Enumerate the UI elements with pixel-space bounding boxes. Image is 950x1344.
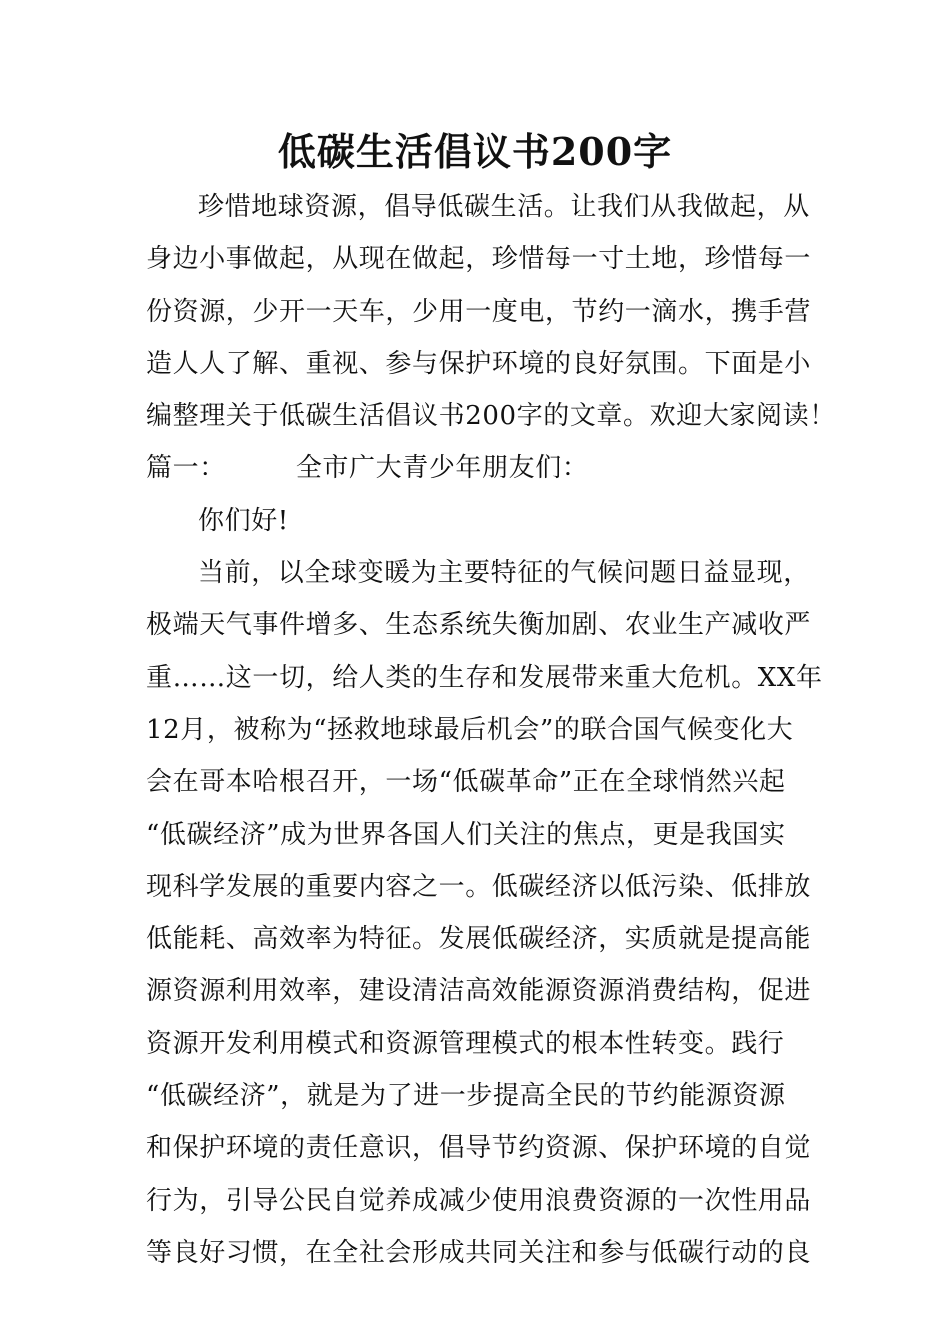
document-body [146,181,836,1279]
section-label: 篇一： [146,453,226,484]
body-line: 会在哥本哈根召开，一场“低碳革命”正在全球悄然兴起 [146,767,786,798]
intro-line: 造人人了解、重视、参与保护环境的良好氛围。下面是小 [146,348,812,379]
body-line: 低能耗、高效率为特征。发展低碳经济，实质就是提高能 [146,924,812,955]
section-heading-line [146,442,810,494]
intro-line: 份资源，少开一天车，少用一度电，节约一滴水，携手营 [146,296,812,327]
body-line: 源资源利用效率，建设清洁高效能源资源消费结构，促进 [146,976,812,1007]
intro-line: 身边小事做起，从现在做起，珍惜每一寸土地，珍惜每一 [146,244,812,275]
body-line: 12月，被称为“拯救地球最后机会”的联合国气候变化大 [146,714,794,745]
body-line: 行为，引导公民自觉养成减少使用浪费资源的一次性用品 [146,1185,812,1216]
body-line: 现科学发展的重要内容之一。低碳经济以低污染、低排放 [146,871,812,902]
greeting-line: 你们好! [198,505,289,536]
salutation: 全市广大青少年朋友们： [295,453,589,484]
body-line: “低碳经济”，就是为了进一步提高全民的节约能源资源 [146,1081,786,1112]
intro-line: 珍惜地球资源，倡导低碳生活。让我们从我做起，从 [198,192,810,222]
body-line: 极端天气事件增多、生态系统失衡加剧、农业生产减收严 [146,610,812,641]
body-line: 资源开发利用模式和资源管理模式的根本性转变。践行 [146,1028,785,1059]
intro-line: 编整理关于低碳生活倡议书200字的文章。欢迎大家阅读！ [146,401,836,432]
body-line: 和保护环境的责任意识，倡导节约资源、保护环境的自觉 [146,1133,812,1164]
body-line: 当前，以全球变暖为主要特征的气候问题日益显现， [198,558,810,589]
body-line: 等良好习惯，在全社会形成共同关注和参与低碳行动的良 [146,1237,812,1268]
body-line: “低碳经济”成为世界各国人们关注的焦点，更是我国实 [146,819,786,850]
body-line: 重……这一切，给人类的生存和发展带来重大危机。XX年 [146,662,823,693]
document-title: 低碳生活倡议书200字 [277,129,673,174]
